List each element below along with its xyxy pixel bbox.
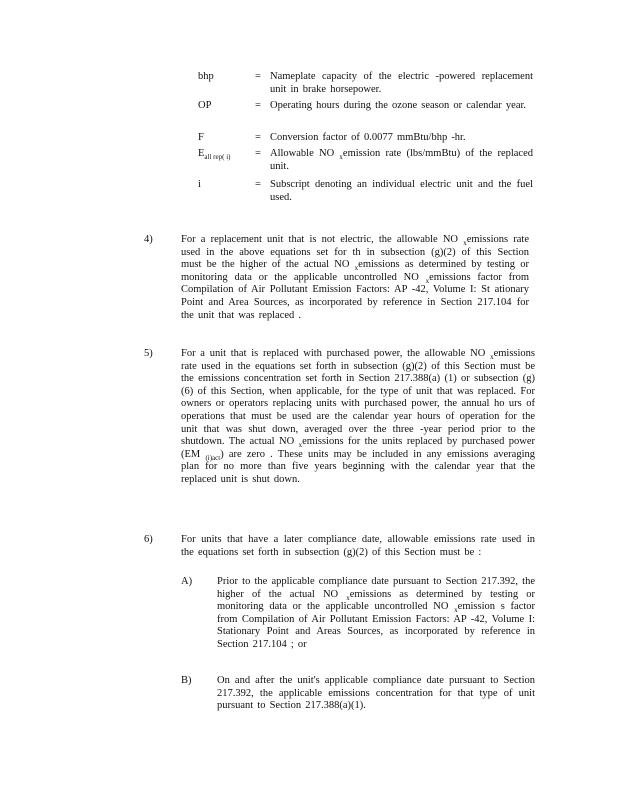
definition-description: Subscript denoting an individual electric unit and the fuel used. [270, 179, 533, 203]
text-run: emissions for the units replaced by purchased power (EM [181, 436, 536, 460]
text-run: emissions factor from Compilation of Air Pollutant Emission Factors: AP -42, Volume I: St ationary Point and Area Sources, as incorporated by reference in Section 217.104 for the unit that was replaced . [181, 271, 530, 321]
text-run: emissions as determined by testing or monitoring data or the applicable uncontrolled NO [217, 588, 535, 613]
subparagraph-letter: B) [181, 675, 192, 686]
definition-f [198, 132, 533, 148]
subparagraph-b [181, 675, 535, 713]
text-run: emission rate (lbs/mmBtu) of the replaced unit. [270, 148, 534, 172]
subscript: x [339, 153, 343, 162]
subscript: x [463, 239, 467, 248]
definition-list [198, 71, 533, 208]
paragraph-4 [144, 234, 530, 322]
equals-sign: = [255, 179, 261, 190]
text-run: emissions rate used in the above equations set for th in subsection (g)(2) of this Section must be the higher of the actual NO [181, 234, 530, 271]
subscript: x [490, 353, 494, 362]
text-run: emissions rate used in the equations set forth in subsection (g)(2) of this Section must be the emissions concentration set forth in Section 217.388(a) (1) or subsection (g)(6) of this Section, when applicable, for the type of unit that was replaced. For owners or operators replacing units with purchased power, the annual ho urs of operations that must be used are the calendar year hours of operation for the unit that was shut down, averaged over the three -year period prior to the shutdown. The actual NO [181, 348, 536, 448]
text-run: For units that have a later compliance date, allowable emissions rate used in the equations set forth in subsection (g)(2) of this Section must be : [181, 534, 535, 558]
text-run: Allowable NO [270, 148, 335, 159]
subscript: x [354, 264, 359, 273]
text-run: emissions as determined by testing or monitoring data or the applicable uncontrolled NO [181, 259, 529, 283]
text-run: ) are zero . These units may be included in any emissions averaging plan for no more than five years beginning with the calendar year that the replaced unit is shut down. [181, 448, 535, 485]
definition-term: F [198, 132, 204, 143]
subparagraph-a [181, 576, 536, 652]
text-run: Prior to the applicable compliance date pursuant to Section 217.392, the higher of the actual NO [217, 576, 535, 600]
equals-sign: = [255, 100, 261, 111]
paragraph-6 [144, 534, 535, 559]
text-run: For a unit that is replaced with purchased power, the allowable NO [181, 348, 486, 359]
definition-e-all-rep [198, 148, 533, 179]
definition-term: OP [198, 100, 212, 111]
subscript: (i)act [205, 453, 221, 462]
definition-op [198, 100, 533, 132]
subparagraph-letter: A) [181, 576, 193, 587]
definition-term: i [198, 179, 201, 190]
subscript: x [425, 276, 430, 285]
definition-description: Operating hours during the ozone season or calendar year. [270, 100, 527, 111]
paragraph-5 [144, 348, 536, 487]
text-run: emission s factor from Compilation of Air Pollutant Emission Factors: AP -42, Volume I: Stationary Point and Areas Sources, as incorporated by reference in Section 217.104 ; or [217, 601, 536, 650]
definition-bhp [198, 71, 533, 100]
definition-description: Conversion factor of 0.0077 mmBtu/bhp -hr. [270, 132, 466, 143]
definition-description: Nameplate capacity of the electric -powered replacement unit in brake horsepower. [270, 71, 533, 95]
definition-term: bhp [198, 71, 214, 82]
definition-term [198, 148, 248, 161]
subscript: x [346, 593, 350, 602]
paragraph-number: 4) [144, 234, 153, 245]
term-subscript: all rep( i) [204, 153, 231, 162]
definition-description [270, 148, 533, 173]
subscript: x [298, 441, 303, 450]
subscript: x [454, 606, 458, 615]
definition-i [198, 179, 533, 208]
equals-sign: = [255, 132, 261, 143]
text-run: For a replacement unit that is not electric, the allowable NO [181, 234, 459, 245]
term-symbol: E [198, 148, 205, 159]
equals-sign: = [255, 148, 261, 159]
paragraph-number: 5) [144, 348, 153, 359]
paragraph-number: 6) [144, 534, 153, 545]
text-run: On and after the unit's applicable compliance date pursuant to Section 217.392, the applicable emissions concentration for that type of unit pursuant to Section 217.388(a)(1). [217, 675, 535, 712]
equals-sign: = [255, 71, 261, 82]
